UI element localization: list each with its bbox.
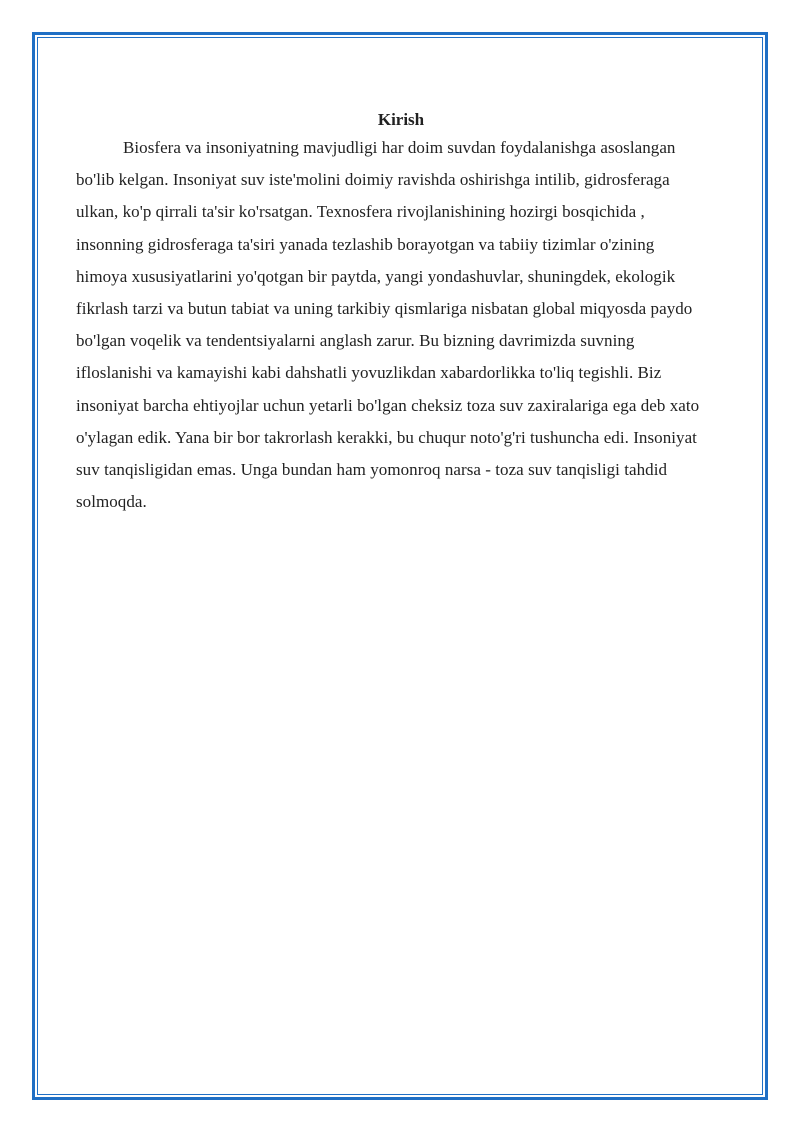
document-body xyxy=(76,108,708,518)
body-paragraph: Biosfera va insoniyatning mavjudligi har doim suvdan foydalanishga asoslangan bo'lib kelgan. Insoniyat suv iste'molini doimiy ravishda oshirishga intilib, gidrosferaga ulkan, ko'p qirrali ta'sir ko'rsatgan. Texnosfera rivojlanishining hozirgi bosqichida , insonning gidrosferaga ta'siri yanada tezlashib borayotgan va tabiiy tizimlar o'zining himoya xususiyatlarini yo'qotgan bir paytda, yangi yondashuvlar, shuningdek, ekologik fikrlash tarzi va butun tabiat va uning tarkibiy qismlariga nisbatan global miqyosda paydo bo'lgan voqelik va tendentsiyalarni anglash zarur. Bu bizning davrimizda suvning ifloslanishi va kamayishi kabi dahshatli yovuzlikdan xabardorlikka to'liq tegishli. Biz insoniyat barcha ehtiyojlar uchun yetarli bo'lgan cheksiz toza suv zaxiralariga ega deb xato o'ylagan edik. Yana bir bor takrorlash kerakki, bu chuqur noto'g'ri tushuncha edi. Insoniyat suv tanqisligidan emas. Unga bundan ham yomonroq narsa - toza suv tanqisligi tahdid solmoqda. xyxy=(76,138,700,512)
page-title: Kirish xyxy=(377,110,425,129)
